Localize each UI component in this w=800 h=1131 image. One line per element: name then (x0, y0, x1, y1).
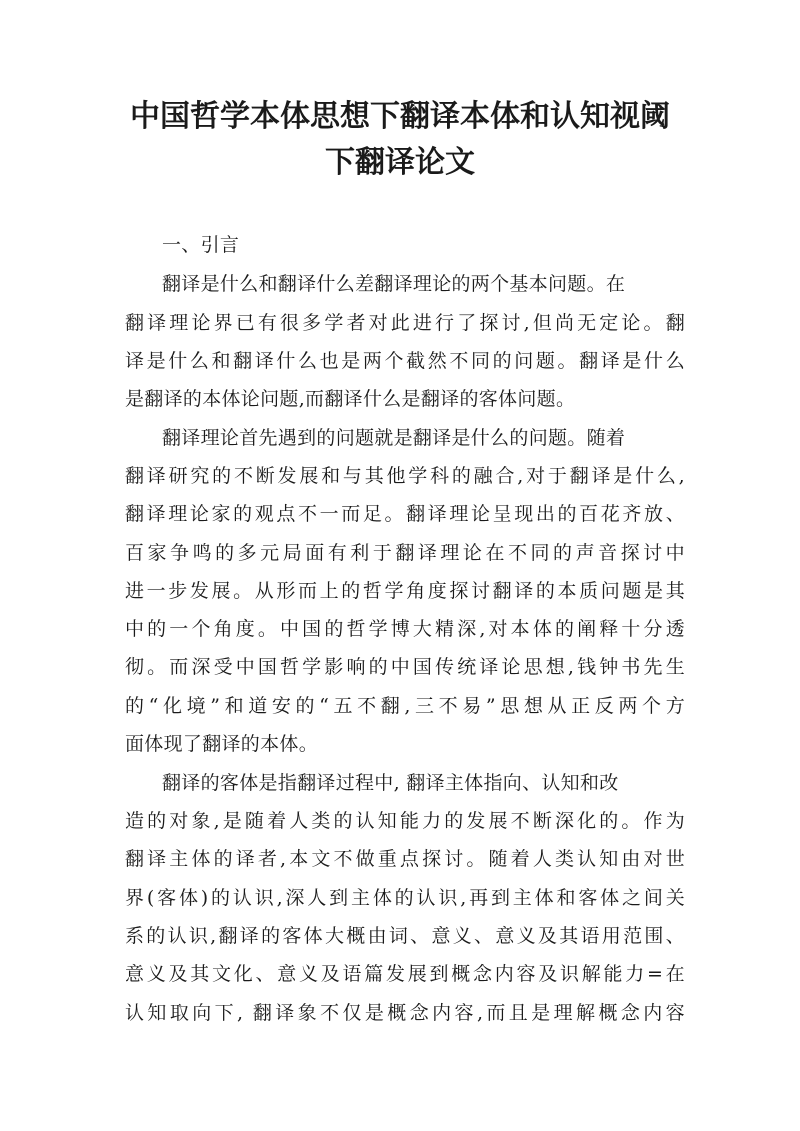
paragraph-line: 翻译是什么和翻译什么差翻译理论的两个基本问题。在 (162, 273, 626, 295)
paragraph-line: 系的认识,翻译的客体大概由词、意义、意义及其语用范围、 (125, 925, 685, 947)
paragraph-line: 界(客体)的认识,深人到主体的认识,再到主体和客体之间关 (125, 887, 685, 909)
section-heading: 一、引言 (162, 234, 240, 256)
document-title-line-1: 中国哲学本体思想下翻译本体和认知视阈 (130, 99, 670, 134)
paragraph-line: 意义及其文化、意义及语篇发展到概念内容及识解能力=在 (125, 963, 685, 985)
paragraph-line: 造的对象,是随着人类的认知能力的发展不断深化的。作为 (125, 810, 685, 832)
paragraph-line: 百家争鸣的多元局面有利于翻译理论在不同的声音探讨中 (125, 542, 685, 564)
paragraph-line: 彻。而深受中国哲学影响的中国传统译论思想,钱钟书先生 (125, 656, 685, 678)
paragraph-line: 进一步发展。从形而上的哲学角度探讨翻译的本质问题是其 (125, 580, 685, 602)
paragraph-line: 翻译理论家的观点不一而足。翻译理论呈现出的百花齐放、 (125, 503, 685, 525)
document-title-line-2: 下翻译论文 (325, 145, 475, 180)
paragraph-line: 翻译的客体是指翻译过程中, 翻译主体指向、认知和改 (162, 772, 619, 794)
paragraph-line: 面体现了翻译的本体。 (125, 733, 319, 755)
paragraph-line: 翻译主体的译者,本文不做重点探讨。随着人类认知由对世 (125, 848, 685, 870)
paragraph-line: 的“化境”和道安的“五不翻,三不易”思想从正反两个方 (125, 695, 685, 717)
paragraph-line: 翻译理论首先遇到的问题就是翻译是什么的问题。随着 (162, 427, 626, 449)
paragraph-line: 是翻译的本体论问题,而翻译什么是翻译的客体问题。 (125, 388, 576, 410)
paragraph-line: 认知取向下, 翻译象不仅是概念内容,而且是理解概念内容 (125, 1002, 685, 1024)
paragraph-line: 翻译研究的不断发展和与其他学科的融合,对于翻译是什么, (125, 465, 685, 487)
paragraph-line: 译是什么和翻译什么也是两个截然不同的问题。翻译是什么 (125, 350, 685, 372)
paragraph-line: 中的一个角度。中国的哲学博大精深,对本体的阐释十分透 (125, 618, 685, 640)
paragraph-line: 翻译理论界已有很多学者对此进行了探讨,但尚无定论。翻 (125, 312, 685, 334)
